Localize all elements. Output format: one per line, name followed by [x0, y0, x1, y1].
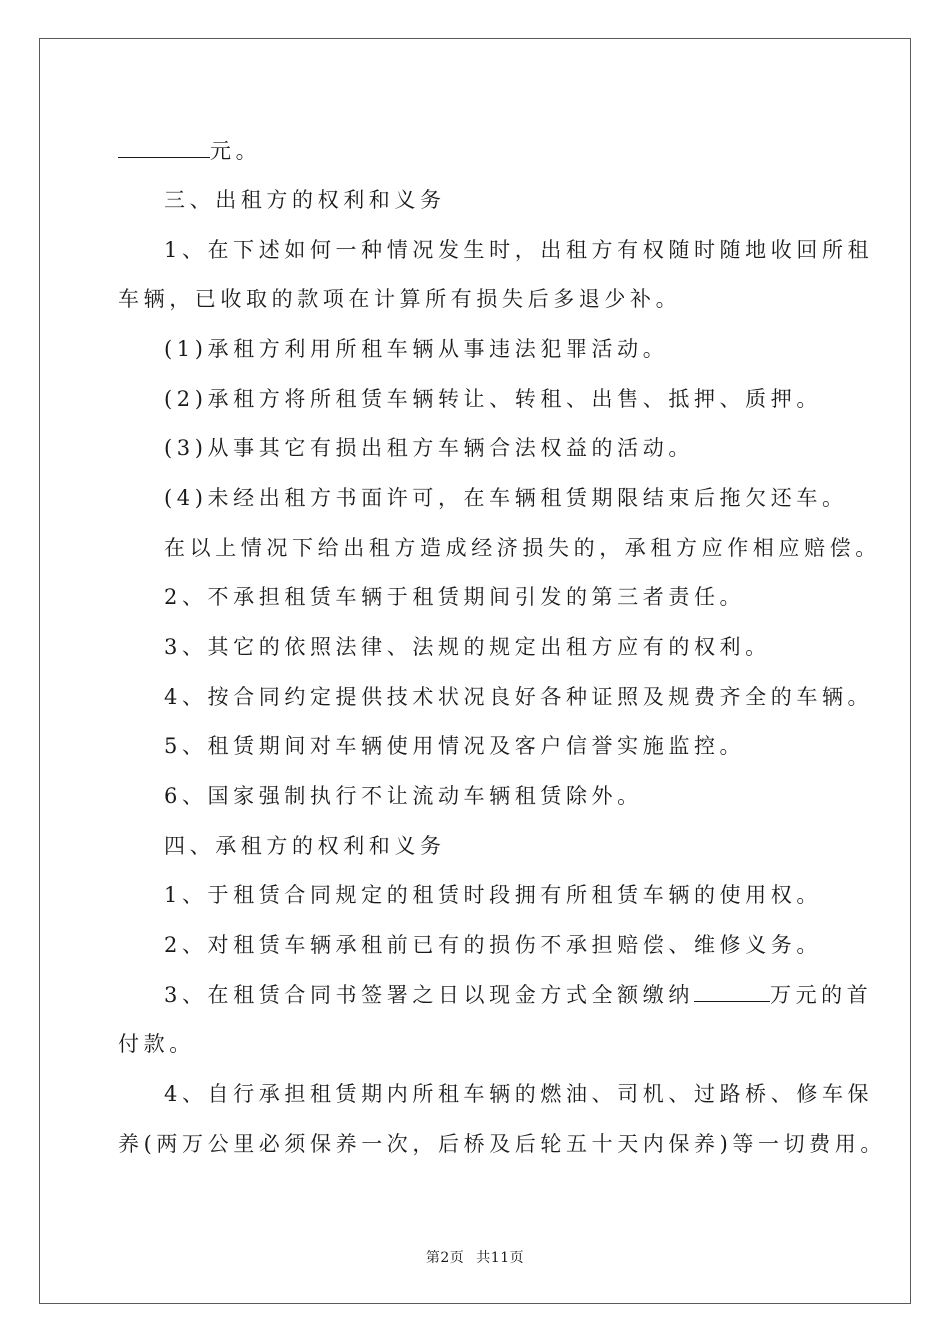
text-line: (3)从事其它有损出租方车辆合法权益的活动。 [164, 436, 694, 460]
fill-blank [118, 139, 210, 158]
text-line: 付款。 [118, 1032, 195, 1056]
page-border [39, 38, 911, 1304]
text-line: 4、自行承担租赁期内所租车辆的燃油、司机、过路桥、修车保 [164, 1082, 874, 1106]
text-line: (2)承租方将所租赁车辆转让、转租、出售、抵押、质押。 [164, 387, 822, 411]
page-footer [0, 1247, 950, 1267]
text-line: (4)未经出租方书面许可，在车辆租赁期限结束后拖欠还车。 [164, 486, 848, 510]
text-line: 元。 [118, 137, 261, 165]
page-total: 共11页 [476, 1250, 525, 1266]
text-line: 4、按合同约定提供技术状况良好各种证照及规费齐全的车辆。 [164, 685, 874, 709]
text-line: 车辆，已收取的款项在计算所有损失后多退少补。 [118, 287, 682, 311]
text-line: 3、其它的依照法律、法规的规定出租方应有的权利。 [164, 635, 771, 659]
text-line: 养(两万公里必须保养一次，后桥及后轮五十天内保养)等一切费用。 [118, 1132, 886, 1156]
section-heading: 三、出租方的权利和义务 [164, 188, 446, 212]
section-heading: 四、承租方的权利和义务 [164, 834, 446, 858]
page-number: 第2页 [425, 1250, 465, 1266]
text-line: 2、对租赁车辆承租前已有的损伤不承担赔偿、维修义务。 [164, 933, 822, 957]
text-line: 2、不承担租赁车辆于租赁期间引发的第三者责任。 [164, 585, 746, 609]
text-line: 1、在下述如何一种情况发生时，出租方有权随时随地收回所租 [164, 238, 874, 262]
text-line: (1)承租方利用所租车辆从事违法犯罪活动。 [164, 337, 669, 361]
text-line: 6、国家强制执行不让流动车辆租赁除外。 [164, 784, 643, 808]
text-line: 在以上情况下给出租方造成经济损失的，承租方应作相应赔偿。 [164, 536, 881, 560]
text-line: 3、在租赁合同书签署之日以现金方式全额缴纳 万元的首 [164, 983, 873, 1007]
text-line: 5、租赁期间对车辆使用情况及客户信誉实施监控。 [164, 734, 746, 758]
fill-blank [694, 983, 770, 1002]
text-line: 1、于租赁合同规定的租赁时段拥有所租赁车辆的使用权。 [164, 883, 822, 907]
